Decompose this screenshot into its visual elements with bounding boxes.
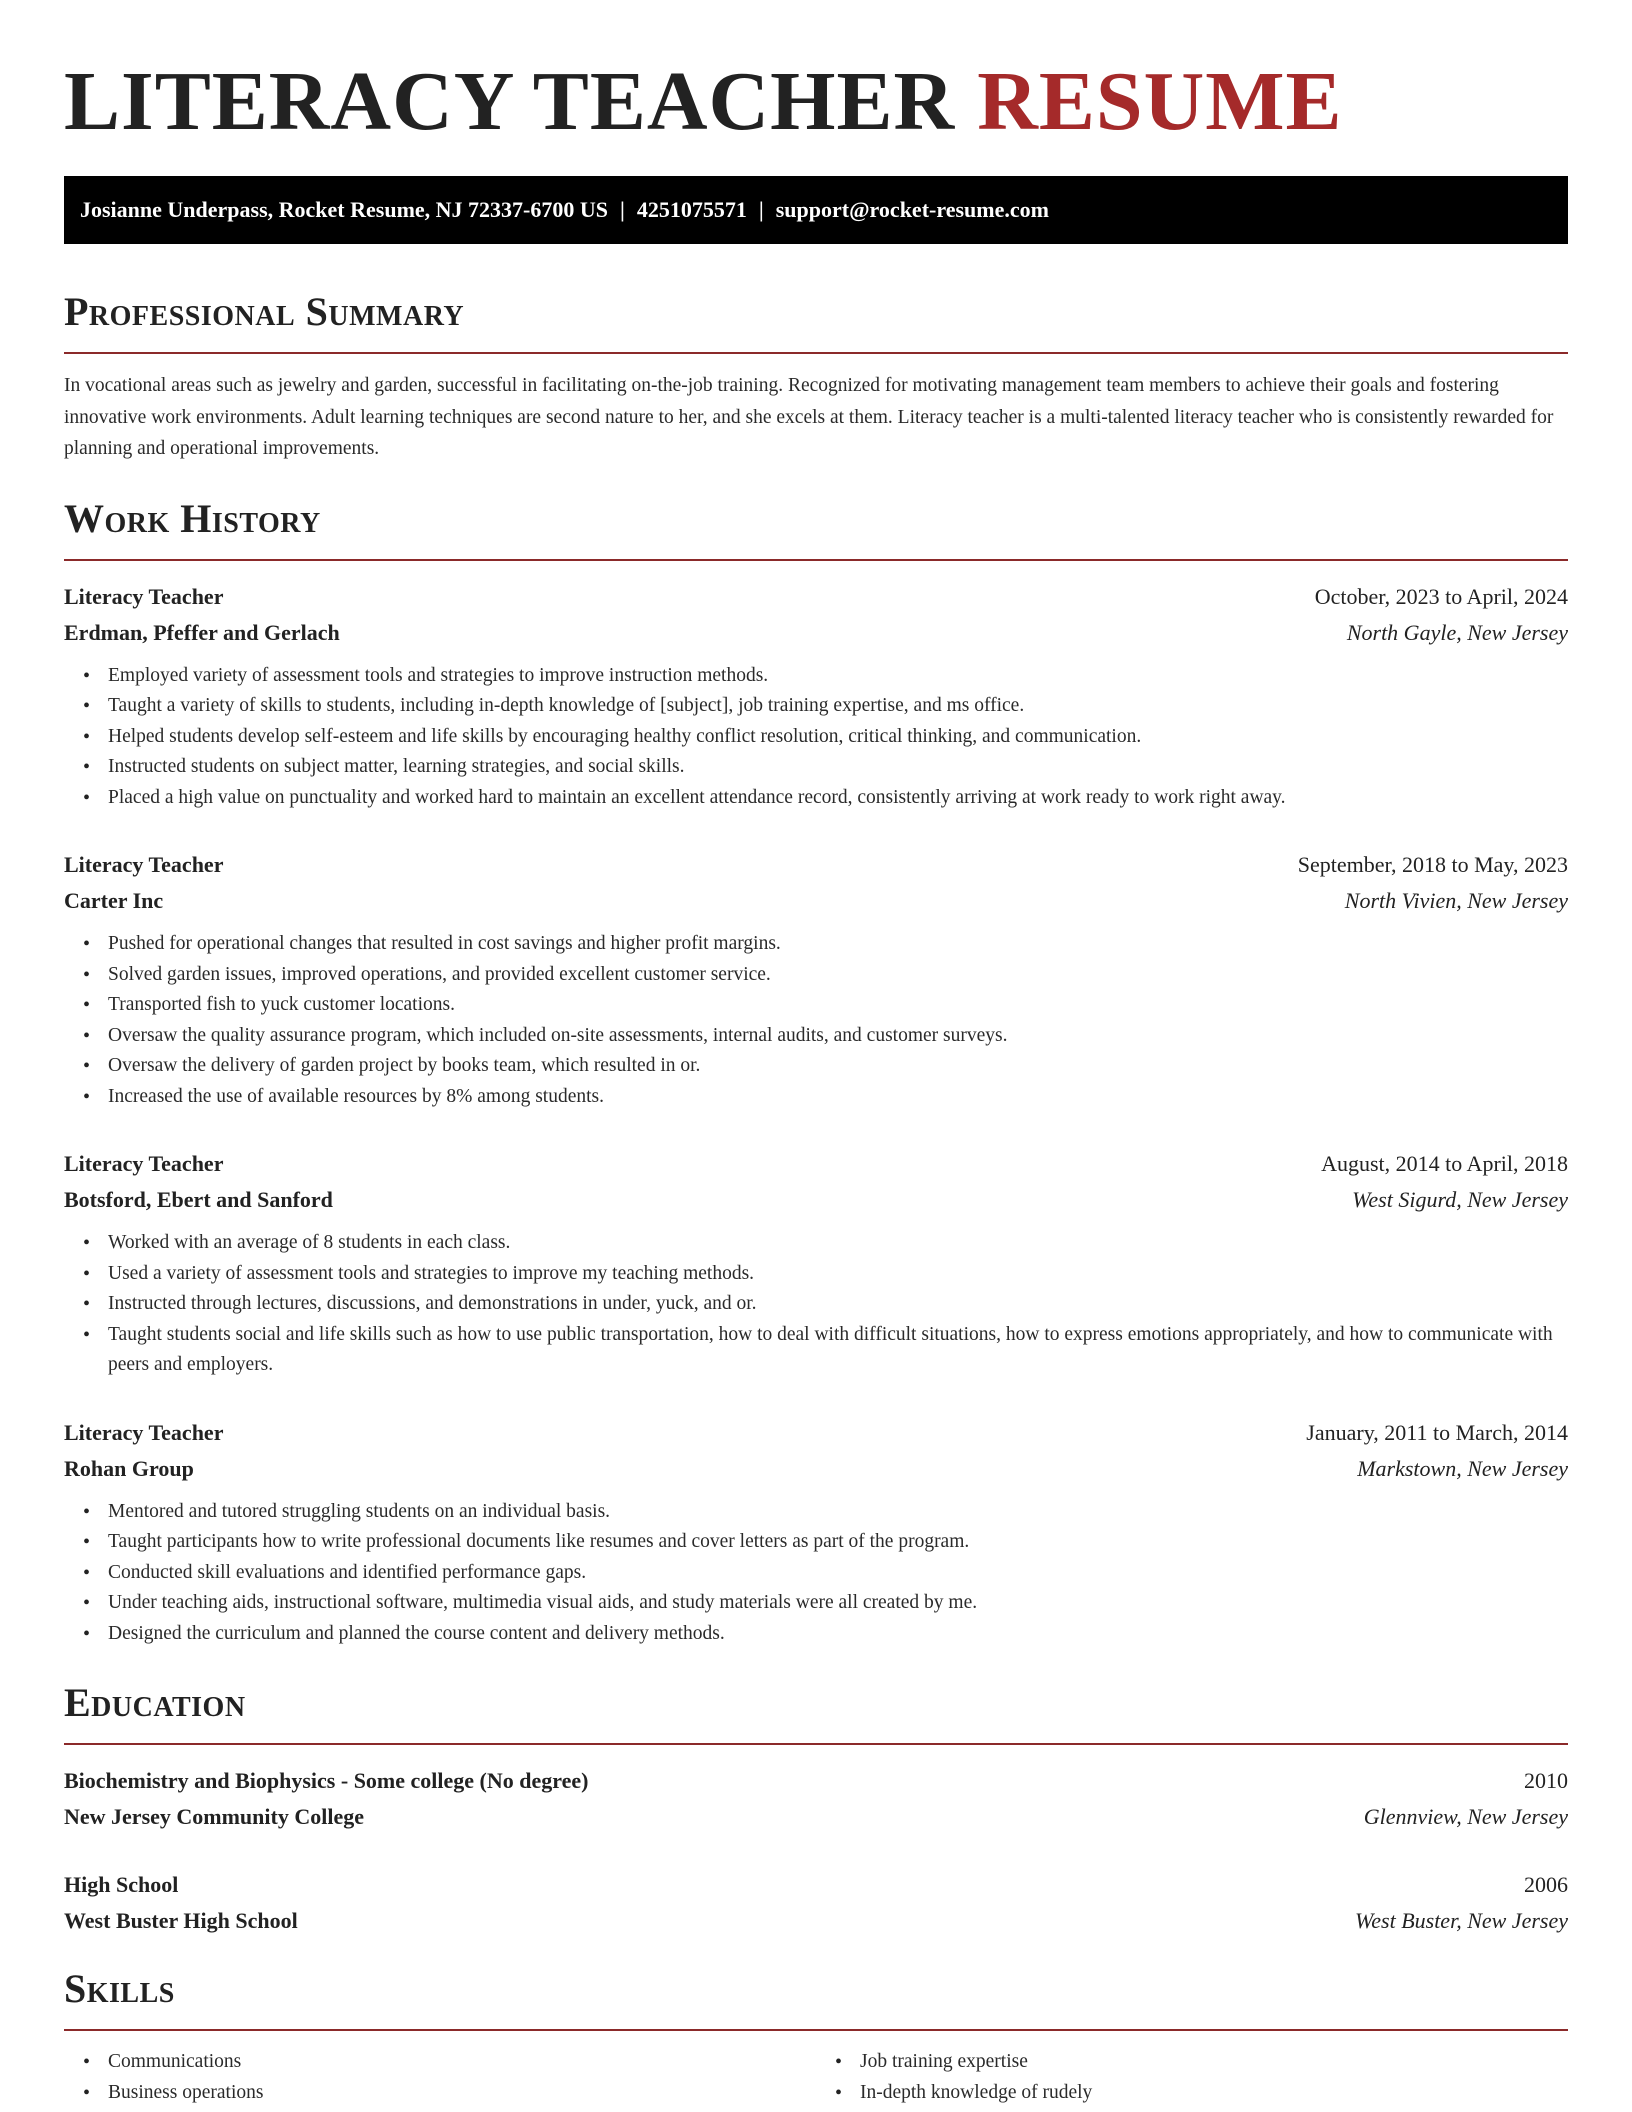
- job-company-row: [64, 1451, 1568, 1487]
- contact-bar: [64, 176, 1568, 244]
- section-divider: [64, 1743, 1568, 1745]
- education-location: West Buster, New Jersey: [1354, 1908, 1568, 1933]
- skills-heading: Skills: [64, 1966, 175, 2011]
- job-dates: August, 2014 to April, 2018: [1321, 1151, 1568, 1176]
- contact-separator: |: [758, 197, 764, 222]
- job-bullet: • Used a variety of assessment tools and strategies to improve my teaching methods.: [108, 1259, 1568, 1290]
- education-heading: Education: [64, 1680, 246, 1725]
- job-bullet: • Employed variety of assessment tools and strategies to improve instruction methods.: [108, 661, 1568, 692]
- education-school: New Jersey Community College: [64, 1804, 364, 1829]
- job-company: Botsford, Ebert and Sanford: [64, 1187, 333, 1212]
- summary-section: [64, 286, 1568, 465]
- job-entry: [64, 1415, 1568, 1650]
- job-company-row: [64, 1182, 1568, 1218]
- resume-title: [64, 0, 1568, 150]
- job-bullet: • Mentored and tutored struggling students on an individual basis.: [108, 1497, 1568, 1528]
- section-divider: [64, 352, 1568, 354]
- education-year: 2006: [1524, 1872, 1568, 1897]
- job-company: Carter Inc: [64, 888, 164, 913]
- education-header-row: [64, 1867, 1568, 1903]
- job-bullets: [64, 1497, 1568, 1650]
- skill-item: • Business operations: [108, 2078, 816, 2109]
- contact-separator: |: [620, 197, 625, 222]
- job-location: Markstown, New Jersey: [1357, 1455, 1568, 1481]
- education-school: West Buster High School: [64, 1908, 298, 1933]
- skill-item: • Job training expertise: [860, 2047, 1568, 2078]
- job-bullet: • Oversaw the quality assurance program, which included on-site assessments, internal audits, and customer surveys.: [108, 1021, 1568, 1052]
- job-header-row: [64, 579, 1568, 615]
- section-divider: [64, 559, 1568, 561]
- job-header-row: [64, 1415, 1568, 1451]
- job-bullet: • Transported fish to yuck customer locations.: [108, 990, 1568, 1021]
- job-header-row: [64, 847, 1568, 883]
- contact-phone: 4251075571: [636, 197, 747, 222]
- summary-heading: Professional Summary: [64, 289, 465, 334]
- job-bullet: • Taught students social and life skills such as how to use public transportation, how to deal with difficult situations, how to express emotions appropriately, and how to communicate with peers and employers.: [108, 1320, 1568, 1381]
- job-bullets: [64, 1228, 1568, 1381]
- work-history-section: [64, 493, 1568, 1650]
- job-title: Literacy Teacher: [64, 583, 224, 609]
- education-degree: Biochemistry and Biophysics - Some college (No degree): [64, 1768, 589, 1793]
- skills-list-left: [64, 2047, 816, 2108]
- job-title: Literacy Teacher: [64, 852, 224, 877]
- resume-page: [64, 0, 1568, 2108]
- job-company: Rohan Group: [64, 1455, 194, 1481]
- job-location: North Vivien, New Jersey: [1344, 888, 1568, 913]
- contact-address: Josianne Underpass, Rocket Resume, NJ 72337-6700 US: [80, 197, 609, 222]
- job-bullet: • Placed a high value on punctuality and worked hard to maintain an excellent attendance record, consistently arriving at work ready to work right away.: [108, 783, 1568, 814]
- title-main: LITERACY TEACHER: [64, 55, 956, 148]
- job-company: Erdman, Pfeffer and Gerlach: [64, 619, 340, 645]
- skill-item: • Communications: [108, 2047, 816, 2078]
- job-bullet: • Taught participants how to write professional documents like resumes and cover letters as part of the program.: [108, 1527, 1568, 1558]
- education-section: [64, 1677, 1568, 1939]
- job-bullet: • Instructed students on subject matter, learning strategies, and social skills.: [108, 752, 1568, 783]
- job-dates: January, 2011 to March, 2014: [1306, 1419, 1568, 1445]
- job-bullet: • Oversaw the delivery of garden project by books team, which resulted in or.: [108, 1051, 1568, 1082]
- skill-item: • In-depth knowledge of rudely: [860, 2078, 1568, 2109]
- job-title: Literacy Teacher: [64, 1151, 224, 1176]
- job-title: Literacy Teacher: [64, 1419, 224, 1445]
- job-bullets: [64, 661, 1568, 814]
- title-accent: RESUME: [977, 55, 1343, 148]
- skills-list-right: [816, 2047, 1568, 2108]
- job-bullets: [64, 929, 1568, 1112]
- job-entry: [64, 847, 1568, 1112]
- job-bullet: • Worked with an average of 8 students in each class.: [108, 1228, 1568, 1259]
- job-bullet: • Helped students develop self-esteem and life skills by encouraging healthy conflict resolution, critical thinking, and communication.: [108, 722, 1568, 753]
- job-dates: October, 2023 to April, 2024: [1314, 583, 1568, 609]
- education-entry: [64, 1763, 1568, 1835]
- job-entry: [64, 1146, 1568, 1381]
- education-entry: [64, 1867, 1568, 1939]
- job-company-row: [64, 883, 1568, 919]
- education-degree: High School: [64, 1872, 179, 1897]
- job-company-row: [64, 615, 1568, 651]
- job-dates: September, 2018 to May, 2023: [1297, 852, 1568, 877]
- skills-section: [64, 1963, 1568, 2108]
- section-divider: [64, 2029, 1568, 2031]
- skills-columns: [64, 2047, 1568, 2108]
- job-bullet: • Solved garden issues, improved operations, and provided excellent customer service.: [108, 960, 1568, 991]
- job-bullet: • Pushed for operational changes that resulted in cost savings and higher profit margins.: [108, 929, 1568, 960]
- education-year: 2010: [1524, 1768, 1568, 1793]
- job-location: West Sigurd, New Jersey: [1352, 1187, 1568, 1212]
- education-header-row: [64, 1763, 1568, 1799]
- job-bullet: • Instructed through lectures, discussions, and demonstrations in under, yuck, and or.: [108, 1289, 1568, 1320]
- work-history-heading: Work History: [64, 495, 321, 541]
- job-bullet: • Taught a variety of skills to students, including in-depth knowledge of [subject], job training expertise, and ms office.: [108, 691, 1568, 722]
- job-bullet: • Increased the use of available resources by 8% among students.: [108, 1082, 1568, 1113]
- job-bullet: • Designed the curriculum and planned the course content and delivery methods.: [108, 1619, 1568, 1650]
- job-header-row: [64, 1146, 1568, 1182]
- contact-email[interactable]: support@rocket-resume.com: [775, 197, 1049, 222]
- summary-text: In vocational areas such as jewelry and garden, successful in facilitating on-the-job training. Recognized for motivating management team members to achieve their goals and fostering innovative work environments. Adult learning techniques are second nature to her, and she excels at them. Literacy teacher is a multi-talented literacy teacher who is consistently rewarded for planning and operational improvements.: [64, 375, 1554, 459]
- education-school-row: [64, 1799, 1568, 1835]
- job-location: North Gayle, New Jersey: [1346, 619, 1568, 645]
- job-entry: [64, 579, 1568, 814]
- education-location: Glennview, New Jersey: [1363, 1804, 1568, 1829]
- education-school-row: [64, 1903, 1568, 1939]
- job-bullet: • Conducted skill evaluations and identified performance gaps.: [108, 1558, 1568, 1589]
- job-bullet: • Under teaching aids, instructional software, multimedia visual aids, and study materials were all created by me.: [108, 1588, 1568, 1619]
